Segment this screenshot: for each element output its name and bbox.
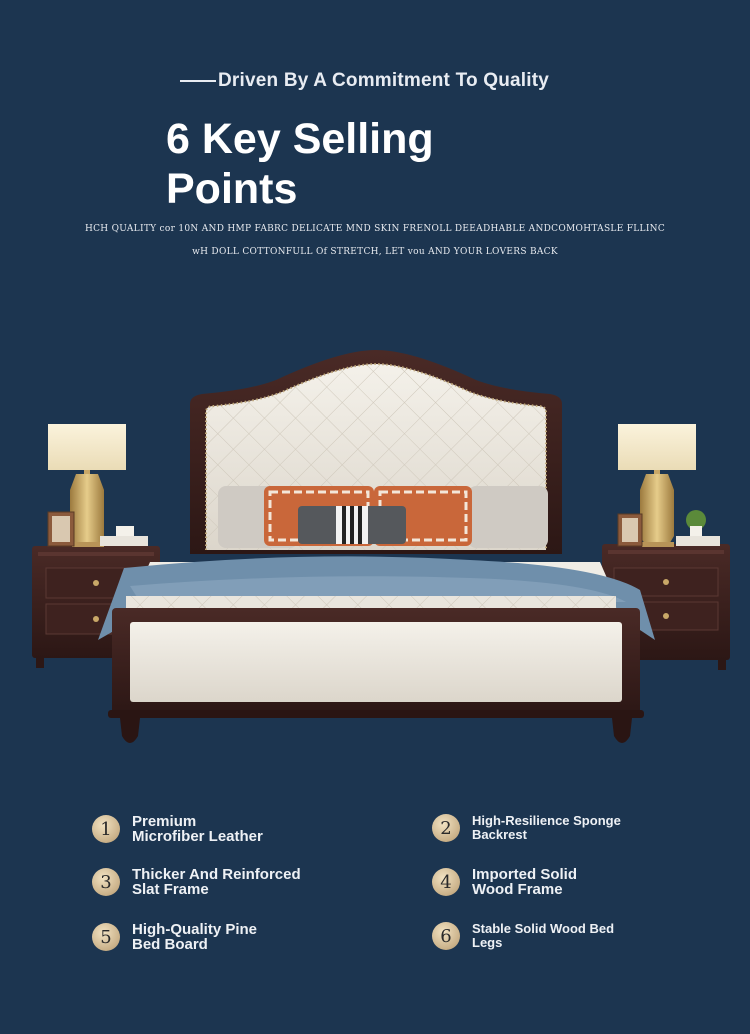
subtitle-line-2: wH DOLL COTTONFULL Of STRETCH, LET vou AND YOUR LOVERS BACK xyxy=(192,247,558,257)
title-line-1: 6 Key Selling xyxy=(166,115,434,163)
tagline xyxy=(180,70,549,92)
number-badge-2: 2 xyxy=(432,814,460,842)
tagline-text: Driven By A Commitment To Quality xyxy=(218,70,550,91)
footboard xyxy=(108,608,644,743)
feature-item-2 xyxy=(432,814,621,842)
feature-item-6 xyxy=(432,922,614,950)
feature-label-3: Thicker And Reinforced Slat Frame xyxy=(132,866,301,898)
feature-list xyxy=(0,800,750,960)
feature-item-1 xyxy=(92,814,263,844)
feature-label-1: Premium Microfiber Leather xyxy=(132,813,263,845)
number-badge-4: 4 xyxy=(432,868,460,896)
tagline-dash xyxy=(180,80,216,82)
pillows xyxy=(218,486,548,548)
number-badge-6: 6 xyxy=(432,922,460,950)
page-title xyxy=(166,114,434,214)
feature-item-4 xyxy=(432,867,577,897)
bed-product-image xyxy=(0,340,750,760)
left-lamp xyxy=(48,424,148,547)
title-line-2: Points xyxy=(166,165,298,213)
feature-item-5 xyxy=(92,922,257,952)
feature-label-6: Stable Solid Wood Bed Legs xyxy=(472,921,615,950)
feature-label-2: High-Resilience Sponge Backrest xyxy=(472,813,621,842)
number-badge-3: 3 xyxy=(92,868,120,896)
right-lamp xyxy=(618,424,720,547)
number-badge-1: 1 xyxy=(92,815,120,843)
number-badge-5: 5 xyxy=(92,923,120,951)
feature-item-3 xyxy=(92,867,301,897)
subtitle-line-1: HCH QUALITY cor 10N AND HMP FABRC DELICATE MND SKIN FRENOLL DEEADHABLE ANDCOMOHTASLE FLLINC xyxy=(84,224,666,234)
feature-label-4: Imported Solid Wood Frame xyxy=(472,866,577,898)
feature-label-5: High-Quality Pine Bed Board xyxy=(132,921,258,953)
